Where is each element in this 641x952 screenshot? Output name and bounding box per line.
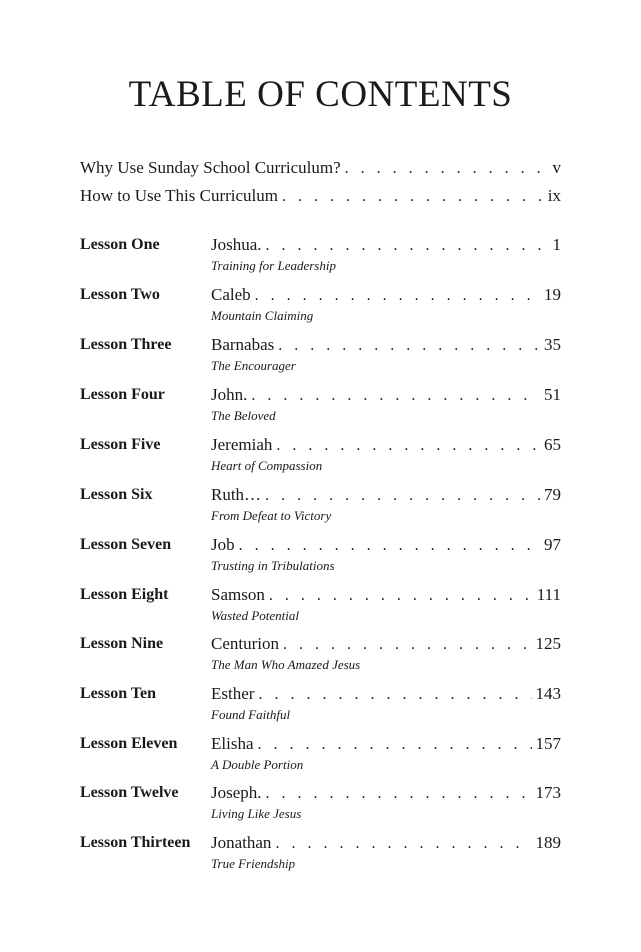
lesson-number: Lesson Eleven [80,735,178,752]
dot-leader [275,833,531,855]
lesson-name: Ruth… [211,485,262,504]
lesson-subtitle: A Double Portion [211,757,304,772]
lesson-name: Joseph. [211,783,262,802]
page-title: TABLE OF CONTENTS [128,74,513,115]
lesson-number: Lesson Five [80,436,161,453]
lesson-subtitle: True Friendship [211,856,296,871]
lesson-page: 111 [536,585,561,604]
lesson-page: 79 [544,485,561,504]
toc-entry-label: Why Use Sunday School Curriculum? [80,158,341,177]
lesson-number: Lesson Two [80,286,160,303]
lesson-name: Esther [211,684,255,703]
lesson-number: Lesson Seven [80,536,172,553]
lesson-subtitle: Wasted Potential [211,608,299,623]
dot-leader [269,585,533,607]
toc-lesson-11[interactable] [80,733,561,777]
lesson-number: Lesson Nine [80,635,164,652]
lesson-subtitle: Trusting in Tribulations [211,558,335,573]
lesson-name: Joshua. [211,235,262,254]
lesson-name: Elisha [211,734,254,753]
toc-lesson-6[interactable] [80,484,561,528]
lesson-name: Jonathan [211,833,272,852]
lesson-subtitle: From Defeat to Victory [211,508,332,523]
lesson-name: Caleb [211,285,251,304]
lesson-number: Lesson Thirteen [80,834,191,851]
toc-entry-why-use[interactable] [80,156,561,180]
toc-entry-page: ix [547,186,561,205]
dot-leader [278,335,540,357]
lesson-page: 51 [544,385,561,404]
toc-lesson-4[interactable] [80,384,561,428]
toc-lesson-8[interactable] [80,584,561,628]
toc-lesson-2[interactable] [80,284,561,328]
lesson-page: 65 [544,435,561,454]
lesson-name: Samson [211,585,265,604]
lesson-subtitle: Mountain Claiming [211,308,314,323]
toc-lesson-12[interactable] [80,782,561,826]
toc-entry-label: How to Use This Curriculum [80,186,279,205]
dot-leader [251,385,540,407]
dot-leader [282,185,544,209]
dot-leader [283,634,532,656]
toc-lesson-10[interactable] [80,683,561,727]
lesson-number: Lesson Eight [80,586,169,603]
lesson-page: 35 [544,335,561,354]
lesson-subtitle: Heart of Compassion [211,458,323,473]
lesson-number: Lesson One [80,236,160,253]
lesson-name: Barnabas [211,335,275,354]
toc-entry-how-to-use[interactable] [80,184,561,208]
dot-leader [258,684,531,706]
toc-lesson-1[interactable] [80,234,561,278]
lesson-page: 125 [535,634,561,653]
dot-leader [255,285,540,307]
lesson-subtitle: Found Faithful [211,707,291,722]
lesson-page: 143 [535,684,561,703]
toc-lesson-9[interactable] [80,633,561,677]
lesson-number: Lesson Three [80,336,172,353]
lesson-page: 189 [535,833,561,852]
lesson-page: 157 [535,734,561,753]
toc-lesson-13[interactable] [80,832,561,876]
lesson-page: 19 [544,285,561,304]
lesson-subtitle: Living Like Jesus [211,806,302,821]
toc-lesson-5[interactable] [80,434,561,478]
lesson-name: Job [211,535,235,554]
lesson-name: Centurion [211,634,279,653]
dot-leader [345,157,549,181]
lesson-name: Jeremiah [211,435,273,454]
lesson-name: John. [211,385,248,404]
lesson-subtitle: Training for Leadership [211,258,336,273]
lesson-page: 173 [535,783,561,802]
dot-leader [258,734,532,756]
toc-lesson-3[interactable] [80,334,561,378]
toc-entry-page: v [552,158,561,177]
lesson-page: 1 [552,235,561,254]
lesson-number: Lesson Ten [80,685,157,702]
lesson-page: 97 [544,535,561,554]
lesson-subtitle: The Man Who Amazed Jesus [211,657,361,672]
dot-leader [265,485,540,507]
lesson-number: Lesson Twelve [80,784,179,801]
toc-lesson-7[interactable] [80,534,561,578]
lesson-number: Lesson Six [80,486,153,503]
dot-leader [239,535,540,557]
dot-leader [266,235,549,257]
lesson-subtitle: The Beloved [211,408,276,423]
dot-leader [276,435,540,457]
lesson-number: Lesson Four [80,386,165,403]
lesson-subtitle: The Encourager [211,358,296,373]
dot-leader [266,783,532,805]
